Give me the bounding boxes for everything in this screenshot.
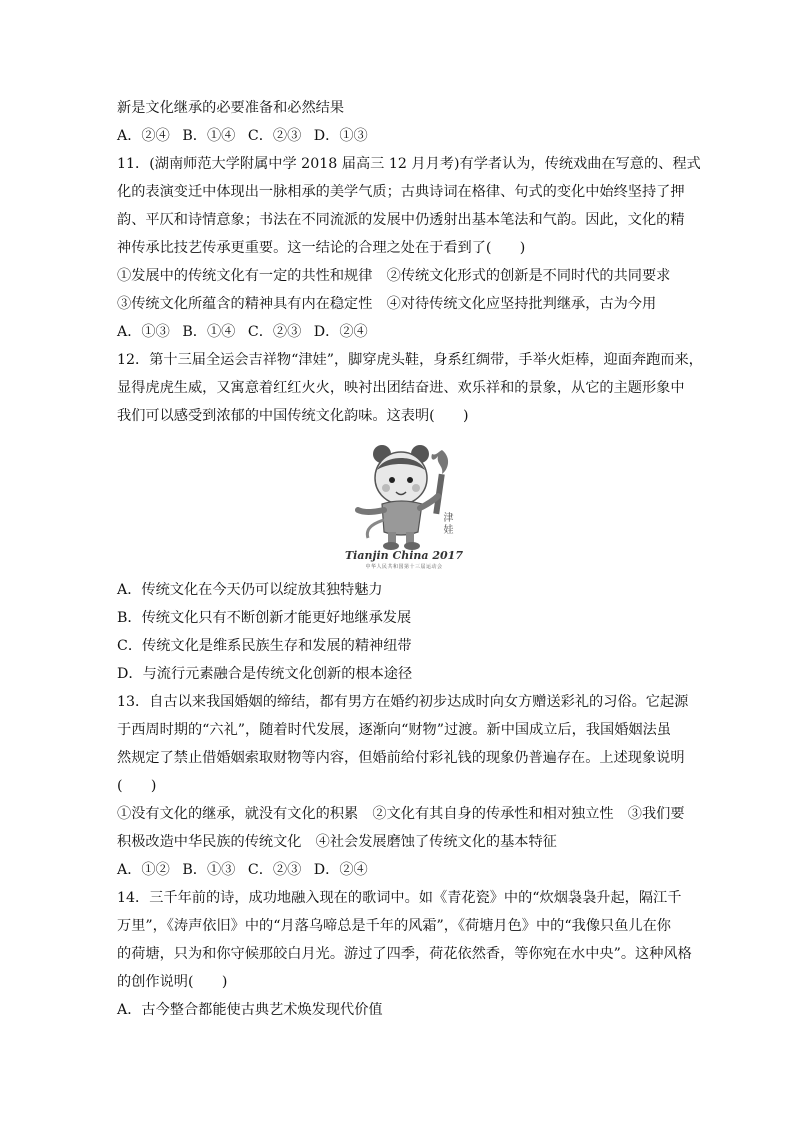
text-line: 于西周时期的“六礼”，随着时代发展，逐渐向“财物”过渡。新中国成立后，我国婚姻法虽 (117, 722, 671, 738)
option-b: B．①④ (182, 128, 236, 144)
text-line: 化的表演变迁中体现出一脉相承的美学气质；古典诗词在格律、句式的变化中始终坚持了押 (117, 184, 685, 200)
answer-options (117, 122, 697, 150)
text-line: 的荷塘，只为和你守候那皎白月光。游过了四季，荷花依然香，等你宛在水中央”。这种风格 (117, 946, 692, 962)
option-line: A．古今整合都能使古典艺术焕发现代价值 (117, 1002, 383, 1018)
option-line: D．与流行元素融合是传统文化创新的根本途径 (117, 666, 413, 682)
text-line: 的创作说明( ) (117, 974, 228, 990)
answer-options (117, 856, 697, 884)
option-d: D．①③ (313, 128, 368, 144)
option-line: B．传统文化只有不断创新才能更好地继承发展 (117, 610, 412, 626)
question-12-line: 12．第十三届全运会吉祥物“津娃”，脚穿虎头鞋，身系红绸带，手举火炬棒，迎面奔跑而来， (117, 352, 703, 368)
mascot-name: 津娃 (441, 512, 452, 536)
document-page (117, 94, 703, 1024)
option-b: B．①④ (182, 324, 236, 340)
option-a: A．①② (117, 862, 170, 878)
option-d: D．②④ (313, 324, 368, 340)
text-line: ( ) (117, 778, 157, 794)
text-line: 万里”，《涛声依旧》中的“月落乌啼总是千年的风霜”，《荷塘月色》中的“我像只鱼儿在你 (117, 918, 671, 934)
statement-line: ①发展中的传统文化有一定的共性和规律 ②传统文化形式的创新是不同时代的共同要求 (117, 268, 671, 284)
figure-sub-text: 中华人民共和国第十三届运动会 (365, 564, 443, 570)
mascot-figure (344, 440, 464, 570)
option-c: C．②③ (247, 128, 302, 144)
statement-line: 积极改造中华民族的传统文化 ④社会发展磨蚀了传统文化的基本特征 (117, 834, 557, 850)
text-line: 然规定了禁止借婚姻索取财物等内容，但婚前给付彩礼钱的现象仍普遍存在。上述现象说明 (117, 750, 685, 766)
option-line: C．传统文化是维系民族生存和发展的精神纽带 (117, 638, 412, 654)
option-c: C．②③ (247, 862, 302, 878)
text-line: 显得虎虎生威，又寓意着红红火火，映衬出团结奋进、欢乐祥和的景象，从它的主题形象中 (117, 380, 685, 396)
option-line: A．传统文化在今天仍可以绽放其独特魅力 (117, 582, 383, 598)
text-line: 神传承比技艺传承更重要。这一结论的合理之处在于看到了( ) (117, 240, 526, 256)
statement-line: ③传统文化所蕴含的精神具有内在稳定性 ④对待传统文化应坚持批判继承，古为今用 (117, 296, 657, 312)
figure-logo-text: Tianjin China 2017 (345, 549, 463, 562)
question-13-line: 13．自古以来我国婚姻的缔结，都有男方在婚约初步达成时向女方赠送彩礼的习俗。它起源 (117, 694, 689, 710)
text-line: 我们可以感受到浓郁的中国传统文化韵味。这表明( ) (117, 408, 469, 424)
option-d: D．②④ (313, 862, 368, 878)
option-a: A．①③ (117, 324, 170, 340)
option-a: A．②④ (117, 128, 170, 144)
text-line: 新是文化继承的必要准备和必然结果 (117, 100, 345, 116)
question-14-line: 14．三千年前的诗，成功地融入现在的歌词中。如《青花瓷》中的“炊烟袅袅升起，隔江千 (117, 890, 682, 906)
statement-line: ①没有文化的继承，就没有文化的积累 ②文化有其自身的传承性和相对独立性 ③我们要 (117, 806, 685, 822)
option-c: C．②③ (247, 324, 302, 340)
text-line: 韵、平仄和诗情意象；书法在不同流派的发展中仍透射出基本笔法和气韵。因此，文化的精 (117, 212, 685, 228)
option-b: B．①③ (182, 862, 236, 878)
answer-options (117, 318, 697, 346)
question-11-line: 11．(湖南师范大学附属中学 2018 届高三 12 月月考)有学者认为，传统戏曲在写意的、程式 (117, 156, 701, 172)
